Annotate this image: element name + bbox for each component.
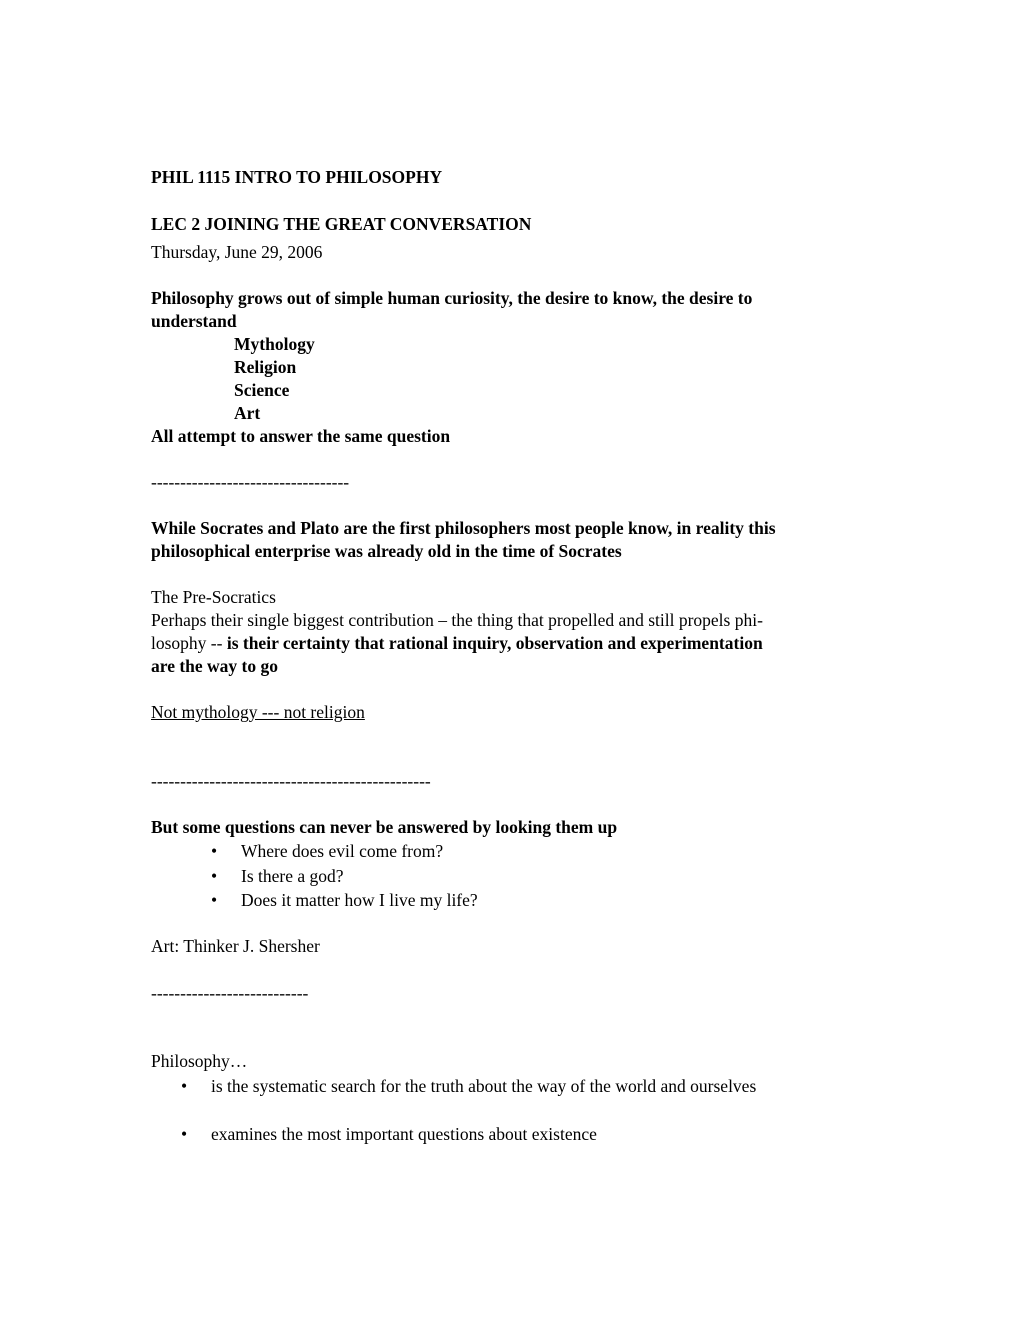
presocratics-line-1: Perhaps their single biggest contribution – the thing that propelled and still propels phi- — [151, 610, 763, 630]
list-item: Mythology — [234, 334, 315, 354]
lecture-date: Thursday, June 29, 2006 — [151, 242, 323, 262]
bullet-icon: • — [181, 1076, 188, 1096]
course-title: PHIL 1115 INTRO TO PHILOSOPHY — [151, 167, 443, 187]
bullet-icon: • — [211, 866, 218, 886]
questions-heading: But some questions can never be answered by looking them up — [151, 817, 618, 837]
presocratics-line-2-bold: is their certainty that rational inquiry, observation and experimentation — [226, 633, 763, 653]
bullet-icon: • — [211, 890, 218, 910]
bullet-icon: • — [181, 1124, 188, 1144]
philosophy-heading: Philosophy… — [151, 1051, 248, 1071]
divider-3: --------------------------- — [151, 983, 309, 1003]
intro-line-2: understand — [151, 311, 237, 331]
intro-closing: All attempt to answer the same question — [151, 426, 451, 446]
bullet-icon: • — [211, 841, 218, 861]
list-item: Art — [234, 403, 261, 423]
divider-1: ---------------------------------- — [151, 472, 350, 492]
philosophy-item-text: is the systematic search for the truth about the way of the world and ourselves — [211, 1076, 757, 1096]
socrates-line-2: philosophical enterprise was already old in the time of Socrates — [151, 541, 622, 561]
philosophy-item-text: examines the most important questions about existence — [211, 1124, 597, 1144]
socrates-line-1: While Socrates and Plato are the first philosophers most people know, in reality this — [151, 518, 776, 538]
list-item: Science — [234, 380, 290, 400]
presocratics-heading: The Pre-Socratics — [151, 587, 276, 607]
presocratics-line-2 — [151, 632, 763, 654]
presocratics-line-3: are the way to go — [151, 656, 279, 676]
not-mythology-line: Not mythology --- not religion — [151, 702, 365, 722]
lecture-title: LEC 2 JOINING THE GREAT CONVERSATION — [151, 214, 532, 234]
intro-line-1: Philosophy grows out of simple human curiosity, the desire to know, the desire to — [151, 288, 753, 308]
question-text: Is there a god? — [241, 866, 344, 886]
question-text: Does it matter how I live my life? — [241, 890, 478, 910]
question-text: Where does evil come from? — [241, 841, 444, 861]
divider-2: ------------------------------------------------ — [151, 771, 431, 791]
list-item: Religion — [234, 357, 297, 377]
presocratics-line-2-plain: losophy -- — [151, 633, 227, 653]
art-credit: Art: Thinker J. Shersher — [151, 936, 320, 956]
